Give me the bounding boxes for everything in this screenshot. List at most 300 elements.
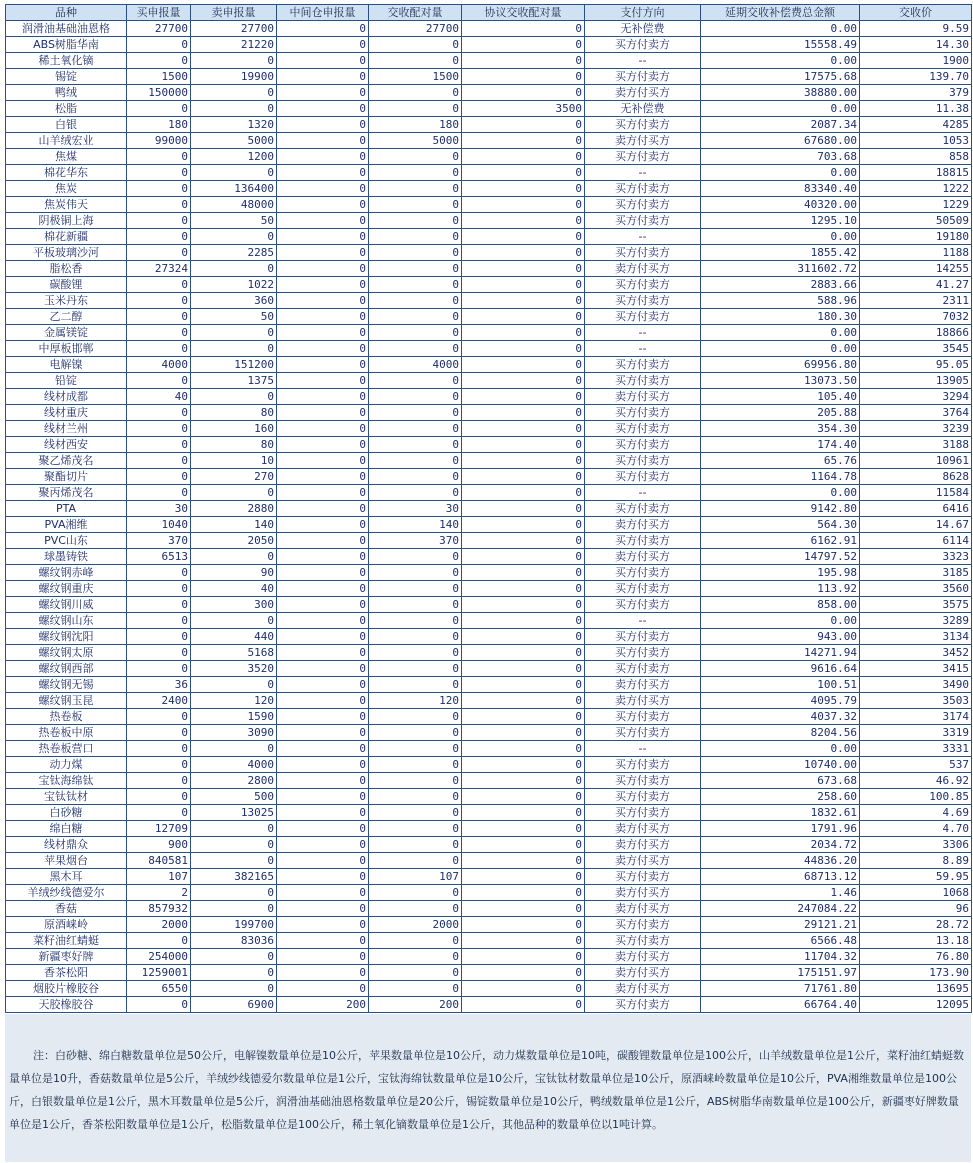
compensation-cell: 2034.72 xyxy=(701,837,860,853)
agreement-qty-cell: 0 xyxy=(462,245,585,261)
settlement-price-cell: 100.85 xyxy=(860,789,972,805)
table-row xyxy=(6,805,972,821)
col-header-payment-direction: 支付方向 xyxy=(585,5,701,21)
sell-qty-cell: 50 xyxy=(191,213,277,229)
agreement-qty-cell: 0 xyxy=(462,565,585,581)
table-row xyxy=(6,581,972,597)
buy-qty-cell: 0 xyxy=(127,325,191,341)
variety-cell: 润滑油基础油恩格 xyxy=(6,21,127,37)
payment-direction-cell: 卖方付买方 xyxy=(585,853,701,869)
payment-direction-cell: 买方付卖方 xyxy=(585,37,701,53)
variety-cell: 脂松香 xyxy=(6,261,127,277)
buy-qty-cell: 0 xyxy=(127,613,191,629)
sell-qty-cell: 120 xyxy=(191,693,277,709)
col-header-matched-qty: 交收配对量 xyxy=(369,5,462,21)
settlement-price-cell: 14255 xyxy=(860,261,972,277)
intermediate-qty-cell: 0 xyxy=(277,709,369,725)
matched-qty-cell: 0 xyxy=(369,837,462,853)
intermediate-qty-cell: 200 xyxy=(277,997,369,1013)
payment-direction-cell: 卖方付买方 xyxy=(585,901,701,917)
payment-direction-cell: 买方付卖方 xyxy=(585,533,701,549)
matched-qty-cell: 0 xyxy=(369,661,462,677)
intermediate-qty-cell: 0 xyxy=(277,597,369,613)
intermediate-qty-cell: 0 xyxy=(277,805,369,821)
matched-qty-cell: 0 xyxy=(369,437,462,453)
agreement-qty-cell: 0 xyxy=(462,901,585,917)
buy-qty-cell: 840581 xyxy=(127,853,191,869)
header-row xyxy=(6,5,972,21)
buy-qty-cell: 0 xyxy=(127,213,191,229)
variety-cell: 稀土氧化镝 xyxy=(6,53,127,69)
settlement-price-cell: 1229 xyxy=(860,197,972,213)
compensation-cell: 0.00 xyxy=(701,101,860,117)
table-row xyxy=(6,661,972,677)
payment-direction-cell: -- xyxy=(585,165,701,181)
payment-direction-cell: 买方付卖方 xyxy=(585,581,701,597)
sell-qty-cell: 13025 xyxy=(191,805,277,821)
sell-qty-cell: 19900 xyxy=(191,69,277,85)
variety-cell: 线材成都 xyxy=(6,389,127,405)
matched-qty-cell: 0 xyxy=(369,373,462,389)
intermediate-qty-cell: 0 xyxy=(277,453,369,469)
settlement-price-cell: 379 xyxy=(860,85,972,101)
intermediate-qty-cell: 0 xyxy=(277,229,369,245)
agreement-qty-cell: 0 xyxy=(462,661,585,677)
buy-qty-cell: 0 xyxy=(127,789,191,805)
variety-cell: 锡锭 xyxy=(6,69,127,85)
matched-qty-cell: 0 xyxy=(369,901,462,917)
table-row xyxy=(6,485,972,501)
compensation-cell: 44836.20 xyxy=(701,853,860,869)
settlement-price-cell: 1222 xyxy=(860,181,972,197)
sell-qty-cell: 10 xyxy=(191,453,277,469)
agreement-qty-cell: 0 xyxy=(462,117,585,133)
variety-cell: 香茶松阳 xyxy=(6,965,127,981)
variety-cell: 绵白糖 xyxy=(6,821,127,837)
buy-qty-cell: 0 xyxy=(127,741,191,757)
sell-qty-cell: 0 xyxy=(191,981,277,997)
table-row xyxy=(6,197,972,213)
agreement-qty-cell: 0 xyxy=(462,629,585,645)
intermediate-qty-cell: 0 xyxy=(277,677,369,693)
col-header-buy-qty: 买申报量 xyxy=(127,5,191,21)
agreement-qty-cell: 0 xyxy=(462,773,585,789)
payment-direction-cell: -- xyxy=(585,325,701,341)
intermediate-qty-cell: 0 xyxy=(277,757,369,773)
payment-direction-cell: 卖方付买方 xyxy=(585,549,701,565)
sell-qty-cell: 0 xyxy=(191,85,277,101)
matched-qty-cell: 0 xyxy=(369,261,462,277)
settlement-price-cell: 41.27 xyxy=(860,277,972,293)
payment-direction-cell: 买方付卖方 xyxy=(585,597,701,613)
sell-qty-cell: 0 xyxy=(191,325,277,341)
matched-qty-cell: 0 xyxy=(369,309,462,325)
settlement-price-cell: 50509 xyxy=(860,213,972,229)
settlement-price-cell: 3452 xyxy=(860,645,972,661)
table-row xyxy=(6,565,972,581)
intermediate-qty-cell: 0 xyxy=(277,85,369,101)
sell-qty-cell: 5000 xyxy=(191,133,277,149)
col-header-agreement-matched-qty: 协议交收配对量 xyxy=(462,5,585,21)
table-row xyxy=(6,101,972,117)
payment-direction-cell: 买方付卖方 xyxy=(585,805,701,821)
matched-qty-cell: 0 xyxy=(369,613,462,629)
sell-qty-cell: 440 xyxy=(191,629,277,645)
table-row xyxy=(6,869,972,885)
table-row xyxy=(6,389,972,405)
agreement-qty-cell: 0 xyxy=(462,261,585,277)
settlement-price-cell: 13905 xyxy=(860,373,972,389)
agreement-qty-cell: 0 xyxy=(462,613,585,629)
intermediate-qty-cell: 0 xyxy=(277,277,369,293)
settlement-price-cell: 3323 xyxy=(860,549,972,565)
intermediate-qty-cell: 0 xyxy=(277,965,369,981)
table-row xyxy=(6,837,972,853)
table-row xyxy=(6,709,972,725)
agreement-qty-cell: 0 xyxy=(462,693,585,709)
intermediate-qty-cell: 0 xyxy=(277,613,369,629)
intermediate-qty-cell: 0 xyxy=(277,837,369,853)
payment-direction-cell: 买方付卖方 xyxy=(585,213,701,229)
agreement-qty-cell: 0 xyxy=(462,453,585,469)
sell-qty-cell: 90 xyxy=(191,565,277,581)
variety-cell: 线材重庆 xyxy=(6,405,127,421)
buy-qty-cell: 0 xyxy=(127,997,191,1013)
buy-qty-cell: 0 xyxy=(127,277,191,293)
col-header-intermediate-qty: 中间仓申报量 xyxy=(277,5,369,21)
intermediate-qty-cell: 0 xyxy=(277,357,369,373)
buy-qty-cell: 0 xyxy=(127,661,191,677)
table-row xyxy=(6,773,972,789)
agreement-qty-cell: 0 xyxy=(462,37,585,53)
matched-qty-cell: 0 xyxy=(369,165,462,181)
settlement-price-cell: 13695 xyxy=(860,981,972,997)
sell-qty-cell: 151200 xyxy=(191,357,277,373)
compensation-cell: 67680.00 xyxy=(701,133,860,149)
matched-qty-cell: 0 xyxy=(369,757,462,773)
matched-qty-cell: 0 xyxy=(369,773,462,789)
compensation-cell: 71761.80 xyxy=(701,981,860,997)
agreement-qty-cell: 0 xyxy=(462,549,585,565)
matched-qty-cell: 0 xyxy=(369,229,462,245)
variety-cell: 天胶橡胶谷 xyxy=(6,997,127,1013)
matched-qty-cell: 107 xyxy=(369,869,462,885)
variety-cell: 螺纹钢西部 xyxy=(6,661,127,677)
variety-cell: 动力煤 xyxy=(6,757,127,773)
settlement-price-cell: 19180 xyxy=(860,229,972,245)
sell-qty-cell: 0 xyxy=(191,549,277,565)
table-row xyxy=(6,325,972,341)
variety-cell: 平板玻璃沙河 xyxy=(6,245,127,261)
variety-cell: 热卷板 xyxy=(6,709,127,725)
payment-direction-cell: 买方付卖方 xyxy=(585,197,701,213)
compensation-cell: 15558.49 xyxy=(701,37,860,53)
intermediate-qty-cell: 0 xyxy=(277,133,369,149)
compensation-cell: 29121.21 xyxy=(701,917,860,933)
buy-qty-cell: 27700 xyxy=(127,21,191,37)
matched-qty-cell: 0 xyxy=(369,85,462,101)
payment-direction-cell: 卖方付买方 xyxy=(585,837,701,853)
col-header-settlement-price: 交收价 xyxy=(860,5,972,21)
variety-cell: 电解镍 xyxy=(6,357,127,373)
agreement-qty-cell: 0 xyxy=(462,485,585,501)
buy-qty-cell: 0 xyxy=(127,53,191,69)
payment-direction-cell: 买方付卖方 xyxy=(585,453,701,469)
sell-qty-cell: 0 xyxy=(191,837,277,853)
variety-cell: 苹果烟台 xyxy=(6,853,127,869)
agreement-qty-cell: 0 xyxy=(462,373,585,389)
variety-cell: 螺纹钢赤峰 xyxy=(6,565,127,581)
compensation-cell: 0.00 xyxy=(701,341,860,357)
intermediate-qty-cell: 0 xyxy=(277,501,369,517)
agreement-qty-cell: 0 xyxy=(462,69,585,85)
payment-direction-cell: -- xyxy=(585,741,701,757)
settlement-price-cell: 4.70 xyxy=(860,821,972,837)
compensation-cell: 11704.32 xyxy=(701,949,860,965)
variety-cell: 碳酸锂 xyxy=(6,277,127,293)
payment-direction-cell: 买方付卖方 xyxy=(585,469,701,485)
intermediate-qty-cell: 0 xyxy=(277,517,369,533)
compensation-cell: 1832.61 xyxy=(701,805,860,821)
settlement-price-cell: 3764 xyxy=(860,405,972,421)
matched-qty-cell: 0 xyxy=(369,293,462,309)
matched-qty-cell: 0 xyxy=(369,37,462,53)
variety-cell: 羊绒纱线德爱尔 xyxy=(6,885,127,901)
variety-cell: 棉花新疆 xyxy=(6,229,127,245)
sell-qty-cell: 83036 xyxy=(191,933,277,949)
payment-direction-cell: 买方付卖方 xyxy=(585,757,701,773)
settlement-price-cell: 537 xyxy=(860,757,972,773)
settlement-price-cell: 3174 xyxy=(860,709,972,725)
intermediate-qty-cell: 0 xyxy=(277,933,369,949)
variety-cell: 山羊绒宏业 xyxy=(6,133,127,149)
variety-cell: 聚乙烯茂名 xyxy=(6,453,127,469)
settlement-price-cell: 3490 xyxy=(860,677,972,693)
payment-direction-cell: 卖方付买方 xyxy=(585,965,701,981)
sell-qty-cell: 2880 xyxy=(191,501,277,517)
intermediate-qty-cell: 0 xyxy=(277,341,369,357)
payment-direction-cell: 买方付卖方 xyxy=(585,501,701,517)
table-row xyxy=(6,549,972,565)
compensation-cell: 17575.68 xyxy=(701,69,860,85)
variety-cell: 螺纹钢无锡 xyxy=(6,677,127,693)
payment-direction-cell: 卖方付买方 xyxy=(585,133,701,149)
matched-qty-cell: 0 xyxy=(369,549,462,565)
intermediate-qty-cell: 0 xyxy=(277,37,369,53)
payment-direction-cell: -- xyxy=(585,613,701,629)
agreement-qty-cell: 0 xyxy=(462,677,585,693)
buy-qty-cell: 0 xyxy=(127,597,191,613)
payment-direction-cell: 买方付卖方 xyxy=(585,917,701,933)
settlement-price-cell: 3560 xyxy=(860,581,972,597)
agreement-qty-cell: 0 xyxy=(462,277,585,293)
compensation-cell: 174.40 xyxy=(701,437,860,453)
buy-qty-cell: 99000 xyxy=(127,133,191,149)
compensation-cell: 1855.42 xyxy=(701,245,860,261)
settlement-price-cell: 3185 xyxy=(860,565,972,581)
compensation-cell: 588.96 xyxy=(701,293,860,309)
buy-qty-cell: 0 xyxy=(127,37,191,53)
table-row xyxy=(6,597,972,613)
payment-direction-cell: 买方付卖方 xyxy=(585,309,701,325)
agreement-qty-cell: 0 xyxy=(462,341,585,357)
compensation-cell: 0.00 xyxy=(701,165,860,181)
settlement-price-cell: 3306 xyxy=(860,837,972,853)
compensation-cell: 673.68 xyxy=(701,773,860,789)
payment-direction-cell: 买方付卖方 xyxy=(585,69,701,85)
table-row xyxy=(6,741,972,757)
intermediate-qty-cell: 0 xyxy=(277,693,369,709)
settlement-price-cell: 3415 xyxy=(860,661,972,677)
table-row xyxy=(6,181,972,197)
variety-cell: 乙二醇 xyxy=(6,309,127,325)
matched-qty-cell: 0 xyxy=(369,325,462,341)
payment-direction-cell: 买方付卖方 xyxy=(585,645,701,661)
table-row xyxy=(6,901,972,917)
matched-qty-cell: 5000 xyxy=(369,133,462,149)
compensation-cell: 0.00 xyxy=(701,741,860,757)
agreement-qty-cell: 0 xyxy=(462,533,585,549)
payment-direction-cell: 买方付卖方 xyxy=(585,709,701,725)
payment-direction-cell: 买方付卖方 xyxy=(585,869,701,885)
table-row xyxy=(6,213,972,229)
compensation-cell: 0.00 xyxy=(701,21,860,37)
variety-cell: 聚丙烯茂名 xyxy=(6,485,127,501)
intermediate-qty-cell: 0 xyxy=(277,53,369,69)
table-row xyxy=(6,277,972,293)
sell-qty-cell: 4000 xyxy=(191,757,277,773)
variety-cell: 热卷板中原 xyxy=(6,725,127,741)
table-row xyxy=(6,117,972,133)
intermediate-qty-cell: 0 xyxy=(277,869,369,885)
matched-qty-cell: 370 xyxy=(369,533,462,549)
table-row xyxy=(6,165,972,181)
buy-qty-cell: 900 xyxy=(127,837,191,853)
sell-qty-cell: 382165 xyxy=(191,869,277,885)
agreement-qty-cell: 0 xyxy=(462,325,585,341)
variety-cell: 铅锭 xyxy=(6,373,127,389)
col-header-variety: 品种 xyxy=(6,5,127,21)
agreement-qty-cell: 0 xyxy=(462,933,585,949)
compensation-cell: 2087.34 xyxy=(701,117,860,133)
table-row xyxy=(6,533,972,549)
variety-cell: 螺纹钢玉昆 xyxy=(6,693,127,709)
matched-qty-cell: 0 xyxy=(369,485,462,501)
payment-direction-cell: -- xyxy=(585,341,701,357)
buy-qty-cell: 0 xyxy=(127,293,191,309)
variety-cell: 螺纹钢沈阳 xyxy=(6,629,127,645)
variety-cell: 白银 xyxy=(6,117,127,133)
settlement-price-cell: 858 xyxy=(860,149,972,165)
variety-cell: 球墨铸铁 xyxy=(6,549,127,565)
payment-direction-cell: 无补偿费 xyxy=(585,101,701,117)
intermediate-qty-cell: 0 xyxy=(277,181,369,197)
matched-qty-cell: 4000 xyxy=(369,357,462,373)
buy-qty-cell: 0 xyxy=(127,341,191,357)
agreement-qty-cell: 0 xyxy=(462,213,585,229)
intermediate-qty-cell: 0 xyxy=(277,549,369,565)
compensation-cell: 1164.78 xyxy=(701,469,860,485)
payment-direction-cell: 买方付卖方 xyxy=(585,437,701,453)
settlement-price-cell: 8.89 xyxy=(860,853,972,869)
compensation-cell: 9142.80 xyxy=(701,501,860,517)
agreement-qty-cell: 0 xyxy=(462,357,585,373)
table-row xyxy=(6,149,972,165)
table-row xyxy=(6,725,972,741)
buy-qty-cell: 2400 xyxy=(127,693,191,709)
settlement-price-cell: 6114 xyxy=(860,533,972,549)
settlement-table-container xyxy=(5,4,971,1013)
intermediate-qty-cell: 0 xyxy=(277,101,369,117)
table-row xyxy=(6,517,972,533)
agreement-qty-cell: 0 xyxy=(462,709,585,725)
compensation-cell: 66764.40 xyxy=(701,997,860,1013)
compensation-cell: 180.30 xyxy=(701,309,860,325)
matched-qty-cell: 30 xyxy=(369,501,462,517)
sell-qty-cell: 160 xyxy=(191,421,277,437)
buy-qty-cell: 0 xyxy=(127,725,191,741)
agreement-qty-cell: 0 xyxy=(462,997,585,1013)
payment-direction-cell: 买方付卖方 xyxy=(585,373,701,389)
variety-cell: 黑木耳 xyxy=(6,869,127,885)
table-row xyxy=(6,357,972,373)
table-row xyxy=(6,949,972,965)
variety-cell: 新疆枣好牌 xyxy=(6,949,127,965)
intermediate-qty-cell: 0 xyxy=(277,149,369,165)
compensation-cell: 6566.48 xyxy=(701,933,860,949)
sell-qty-cell: 27700 xyxy=(191,21,277,37)
payment-direction-cell: 卖方付买方 xyxy=(585,261,701,277)
sell-qty-cell: 1590 xyxy=(191,709,277,725)
intermediate-qty-cell: 0 xyxy=(277,437,369,453)
compensation-cell: 13073.50 xyxy=(701,373,860,389)
table-row xyxy=(6,373,972,389)
matched-qty-cell: 120 xyxy=(369,693,462,709)
buy-qty-cell: 107 xyxy=(127,869,191,885)
settlement-price-cell: 13.18 xyxy=(860,933,972,949)
table-row xyxy=(6,501,972,517)
table-row xyxy=(6,437,972,453)
payment-direction-cell: 买方付卖方 xyxy=(585,293,701,309)
agreement-qty-cell: 0 xyxy=(462,501,585,517)
buy-qty-cell: 0 xyxy=(127,645,191,661)
intermediate-qty-cell: 0 xyxy=(277,741,369,757)
sell-qty-cell: 0 xyxy=(191,261,277,277)
compensation-cell: 83340.40 xyxy=(701,181,860,197)
payment-direction-cell: 买方付卖方 xyxy=(585,277,701,293)
buy-qty-cell: 27324 xyxy=(127,261,191,277)
buy-qty-cell: 857932 xyxy=(127,901,191,917)
intermediate-qty-cell: 0 xyxy=(277,629,369,645)
matched-qty-cell: 0 xyxy=(369,597,462,613)
buy-qty-cell: 0 xyxy=(127,197,191,213)
sell-qty-cell: 0 xyxy=(191,677,277,693)
agreement-qty-cell: 0 xyxy=(462,789,585,805)
table-row xyxy=(6,629,972,645)
buy-qty-cell: 0 xyxy=(127,565,191,581)
variety-cell: ABS树脂华南 xyxy=(6,37,127,53)
buy-qty-cell: 1500 xyxy=(127,69,191,85)
buy-qty-cell: 4000 xyxy=(127,357,191,373)
settlement-price-cell: 18866 xyxy=(860,325,972,341)
compensation-cell: 943.00 xyxy=(701,629,860,645)
settlement-price-cell: 173.90 xyxy=(860,965,972,981)
sell-qty-cell: 0 xyxy=(191,949,277,965)
variety-cell: 菜籽油红蜻蜓 xyxy=(6,933,127,949)
buy-qty-cell: 6513 xyxy=(127,549,191,565)
matched-qty-cell: 0 xyxy=(369,213,462,229)
buy-qty-cell: 0 xyxy=(127,245,191,261)
